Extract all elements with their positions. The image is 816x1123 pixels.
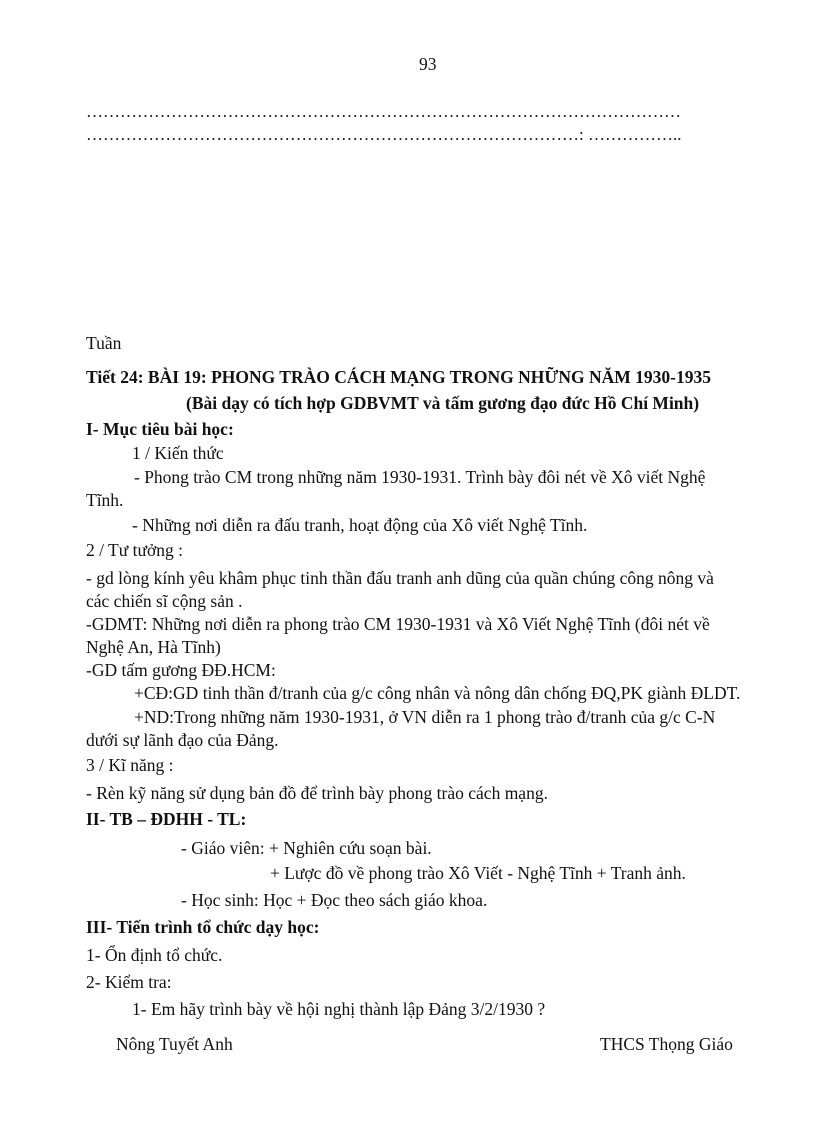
student-line: - Học sinh: Học + Đọc theo sách giáo khoa. <box>181 890 488 910</box>
thought-paragraph-line-2: các chiến sĩ cộng sản . <box>86 591 243 611</box>
skill-heading: 3 / Kĩ năng : <box>86 755 174 775</box>
knowledge-paragraph-2: - Những nơi diễn ra đấu tranh, hoạt động của Xô viết Nghệ Tĩnh. <box>132 515 588 535</box>
gdmt-line-2: Nghệ An, Hà Tĩnh) <box>86 637 221 657</box>
section3-heading: III- Tiến trình tổ chức dạy học: <box>86 917 320 937</box>
hcm-nd-line-1: +ND:Trong những năm 1930-1931, ở VN diễn ra 1 phong trào đ/tranh của g/c C-N <box>134 707 716 727</box>
hcm-nd-line-2: dưới sự lãnh đạo của Đảng. <box>86 730 279 750</box>
dotted-line-1: …………………………………………………………………………………………… <box>86 102 681 121</box>
lesson-title: Tiết 24: BÀI 19: PHONG TRÀO CÁCH MẠNG TRONG NHỮNG NĂM 1930-1935 <box>86 367 711 387</box>
section3-question-1: 1- Em hãy trình bày về hội nghị thành lập Đảng 3/2/1930 ? <box>132 999 546 1019</box>
hcm-cd: +CĐ:GD tinh thần đ/tranh của g/c công nhân và nông dân chống ĐQ,PK giành ĐLDT. <box>134 683 741 703</box>
page-number: 93 <box>419 54 437 74</box>
footer-author: Nông Tuyết Anh <box>116 1034 233 1054</box>
footer-school: THCS Thọng Giáo <box>600 1034 733 1054</box>
knowledge-paragraph-1-line-2: Tĩnh. <box>86 490 124 510</box>
teacher-line-2: + Lược đồ về phong trào Xô Viết - Nghệ Tĩnh + Tranh ảnh. <box>270 863 686 883</box>
teacher-line-1: - Giáo viên: + Nghiên cứu soạn bài. <box>181 838 432 858</box>
section3-item-1: 1- Ổn định tổ chức. <box>86 945 223 965</box>
knowledge-paragraph-1-line-1: - Phong trào CM trong những năm 1930-1931. Trình bày đôi nét về Xô viết Nghệ <box>134 467 706 487</box>
dotted-line-2: ……………………………………………………………………………: …………….. <box>86 125 682 144</box>
hcm-heading: -GD tấm gương ĐĐ.HCM: <box>86 660 276 680</box>
gdmt-line-1: -GDMT: Những nơi diễn ra phong trào CM 1930-1931 và Xô Viết Nghệ Tĩnh (đôi nét về <box>86 614 710 634</box>
knowledge-heading: 1 / Kiến thức <box>132 443 224 463</box>
section1-heading: I- Mục tiêu bài học: <box>86 419 234 439</box>
lesson-subtitle: (Bài dạy có tích hợp GDBVMT và tấm gương đạo đức Hồ Chí Minh) <box>186 393 700 413</box>
section2-heading: II- TB – ĐDHH - TL: <box>86 809 247 829</box>
skill-paragraph: - Rèn kỹ năng sử dụng bản đồ để trình bày phong trào cách mạng. <box>86 783 548 803</box>
week-label: Tuần <box>86 333 122 353</box>
thought-heading: 2 / Tư tưởng : <box>86 540 183 560</box>
thought-paragraph-line-1: - gd lòng kính yêu khâm phục tinh thần đấu tranh anh dũng của quần chúng công nông và <box>86 568 714 588</box>
section3-item-2: 2- Kiểm tra: <box>86 972 172 992</box>
